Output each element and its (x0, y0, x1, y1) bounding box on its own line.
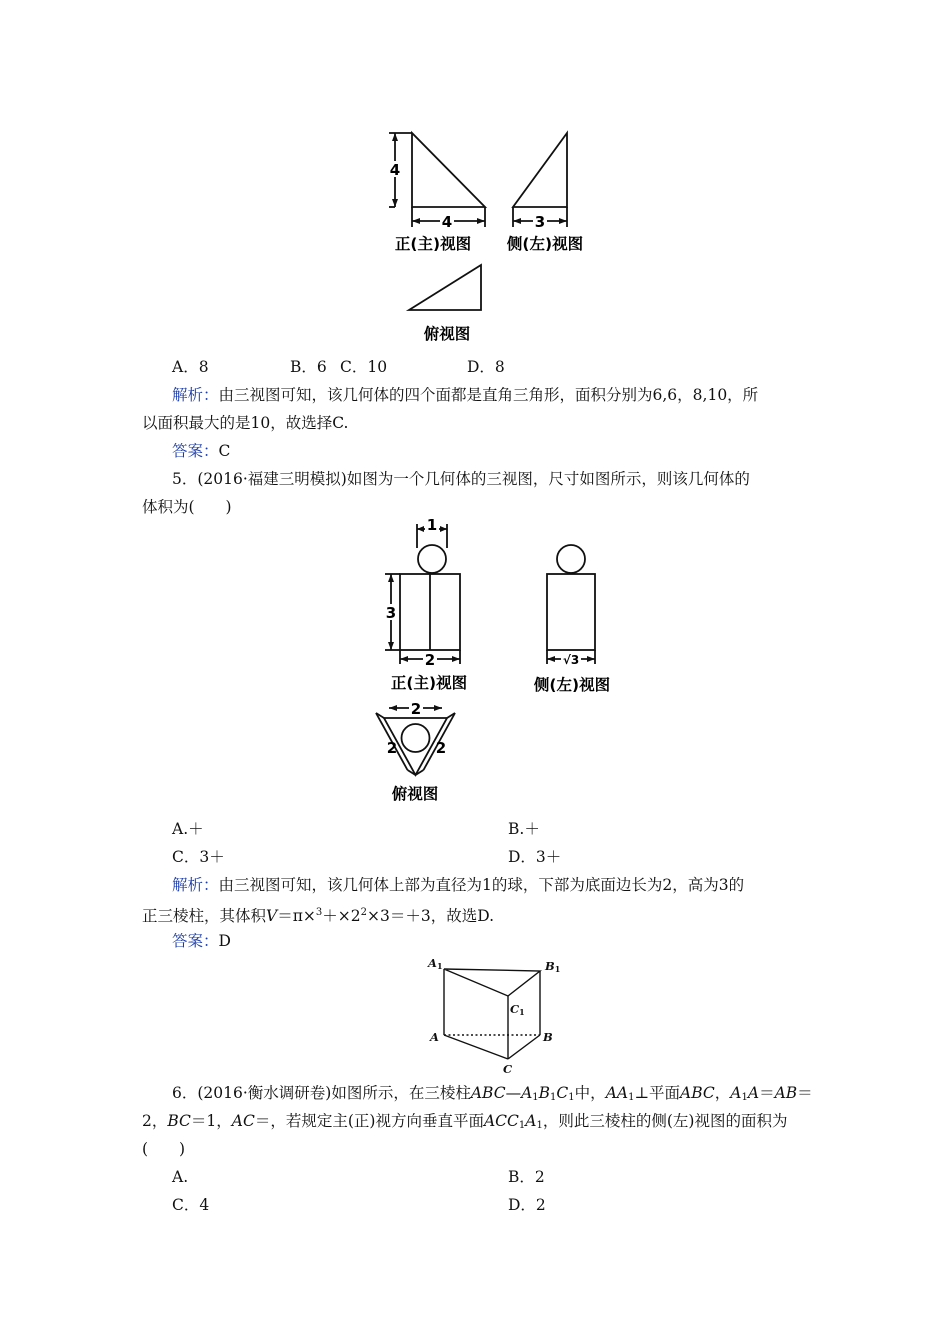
q6-stem-var-b: B (538, 1084, 551, 1102)
q6-stem-sub-5: 1 (741, 1092, 748, 1103)
q5-stem-line-1: 5．(2016·福建三明模拟)如图为一个几何体的三视图，尺寸如图所示，则该几何体的 (172, 470, 750, 488)
q5-front-width-label: 2 (424, 651, 436, 669)
q6-stem-sub-3: 1 (568, 1092, 575, 1103)
q4-analysis-line-1 (172, 385, 758, 405)
q6-stem-var-aa: AA (605, 1084, 629, 1102)
q5-side-prism (547, 574, 595, 650)
q5-analysis-text-2d: ×3＝＋3，故选D. (367, 907, 495, 925)
q5-top-caption: 俯视图 (391, 785, 439, 803)
q6-stem-dash: — (505, 1084, 522, 1102)
q5-side-width-label: √3 (562, 653, 580, 667)
q6-stem-var-a-4: A (525, 1112, 537, 1130)
q4-analysis-line-2: 以面积最大的是10，故选择C. (142, 414, 349, 432)
q4-side-view-triangle (513, 133, 567, 207)
q4-side-caption: 侧(左)视图 (506, 235, 584, 253)
q6-stem-sub-2: 1 (550, 1092, 557, 1103)
q4-option-d: D．8 (467, 358, 505, 376)
q6-stem-sub-1: 1 (532, 1092, 539, 1103)
q4-front-caption: 正(主)视图 (394, 235, 472, 253)
q5-analysis-text-2b: ＝π× (277, 907, 316, 925)
q4-front-width-label: 4 (441, 213, 453, 231)
q6-stem-eq-2: ＝ (797, 1084, 813, 1102)
q6-stem-text-2h: ，则此三棱柱的侧(左)视图的面积为 (542, 1112, 788, 1130)
q5-answer-label: 答案： (172, 932, 219, 950)
q5-front-sphere (418, 545, 446, 573)
q4-analysis-label: 解析： (172, 386, 219, 404)
q4-answer-value: C (218, 442, 231, 460)
q6-stem-sub-4: 1 (628, 1092, 635, 1103)
q5-three-view-figure (372, 516, 622, 810)
q4-front-view-triangle (412, 133, 485, 207)
q6-stem-line-1 (172, 1083, 813, 1108)
q5-front-caption: 正(主)视图 (390, 674, 468, 692)
q5-analysis-text-1: 由三视图可知，该几何体上部为直径为1的球，下部为底面边长为2，高为3的 (218, 876, 745, 894)
q6-option-d: D．2 (508, 1196, 546, 1214)
q5-side-sphere (557, 545, 585, 573)
q6-stem-var-ac: AC (231, 1112, 255, 1130)
q6-stem-var-c: C (556, 1084, 569, 1102)
q6-label-b: B (543, 1030, 553, 1044)
q6-stem-var-bc: BC (167, 1112, 191, 1130)
q5-analysis-label: 解析： (172, 876, 219, 894)
q5-top-circle (402, 724, 430, 752)
q4-option-b: B．6 (290, 358, 327, 376)
q4-side-width-label: 3 (534, 213, 546, 231)
q5-analysis-line-1 (172, 875, 744, 895)
q6-stem-var-a-2: A (730, 1084, 742, 1102)
q5-stem-line-2: 体积为( ) (142, 498, 232, 516)
q5-analysis-text-2c: ＋×2 (322, 907, 361, 925)
q5-top-side-left-label: 2 (386, 739, 398, 757)
q6-option-b: B．2 (508, 1168, 545, 1186)
q6-stem-var-abc-2: ABC (680, 1084, 715, 1102)
q6-option-c: C．4 (172, 1196, 210, 1214)
q4-analysis-text-1: 由三视图可知，该几何体的四个面都是直角三角形，面积分别为6,6，8,10，所 (218, 386, 759, 404)
q5-analysis-var-v: V (266, 907, 278, 925)
q6-stem-comma: ， (714, 1084, 731, 1102)
q5-answer-value: D (218, 932, 231, 950)
q6-prism-figure (420, 955, 580, 1076)
q6-label-c1: C1 (510, 1002, 525, 1017)
q5-side-caption: 侧(左)视图 (533, 676, 611, 694)
q5-option-b: B.＋ (508, 820, 540, 838)
q6-stem-text-2a: 2， (142, 1112, 168, 1130)
q6-stem-text-a: 6．(2016·衡水调研卷)如图所示，在三棱柱 (172, 1084, 471, 1102)
q4-answer (172, 441, 230, 461)
q6-stem-text-g: 中， (574, 1084, 606, 1102)
q6-option-a: A. (172, 1168, 189, 1186)
q6-stem-var-ab: AB (774, 1084, 798, 1102)
q5-option-d: D．3＋ (508, 848, 562, 866)
q5-option-c: C．3＋ (172, 848, 225, 866)
q4-top-view-triangle (409, 265, 481, 310)
q5-front-height-label: 3 (385, 604, 397, 622)
q6-stem-sub-6: 1 (518, 1120, 526, 1131)
q5-analysis-sup-2: 2 (360, 907, 368, 918)
q6-stem-eq-1: ＝ (759, 1084, 775, 1102)
q6-label-c: C (503, 1062, 513, 1076)
q5-top-side-top-label: 2 (410, 700, 422, 718)
q6-stem-line-2 (142, 1111, 787, 1136)
q6-stem-text-i: ⊥平面 (634, 1084, 681, 1102)
q6-stem-var-acc: ACC (483, 1112, 519, 1130)
q4-three-view-figure (385, 125, 615, 350)
q4-answer-label: 答案： (172, 442, 219, 460)
q6-label-b1: B1 (545, 959, 561, 974)
q6-stem-text-2e: ＝，若规定主(正)视方向垂直平面 (254, 1112, 484, 1130)
q4-front-height-label: 4 (389, 161, 401, 179)
q6-stem-sub-7: 1 (536, 1120, 543, 1131)
q4-option-a: A．8 (172, 358, 209, 376)
q6-label-a: A (430, 1030, 439, 1044)
q6-stem-line-3: ( ) (142, 1140, 186, 1158)
q5-analysis-line-2 (142, 903, 494, 926)
q5-sphere-diameter-label: 1 (426, 516, 438, 534)
q6-stem-var-a: A (521, 1084, 533, 1102)
q5-analysis-sup-1: 3 (315, 907, 323, 918)
q6-stem-text-2c: ＝1， (190, 1112, 232, 1130)
q4-top-caption: 俯视图 (423, 325, 471, 343)
q6-label-a1: A1 (428, 956, 443, 971)
q5-answer (172, 931, 231, 951)
q5-top-side-right-label: 2 (435, 739, 447, 757)
q5-option-a: A.＋ (172, 820, 204, 838)
q4-option-c: C．10 (340, 358, 388, 376)
q6-stem-var-a-3: A (747, 1084, 760, 1102)
q6-stem-var-abc: ABC (470, 1084, 506, 1102)
q5-analysis-text-2a: 正三棱柱，其体积 (142, 907, 267, 925)
